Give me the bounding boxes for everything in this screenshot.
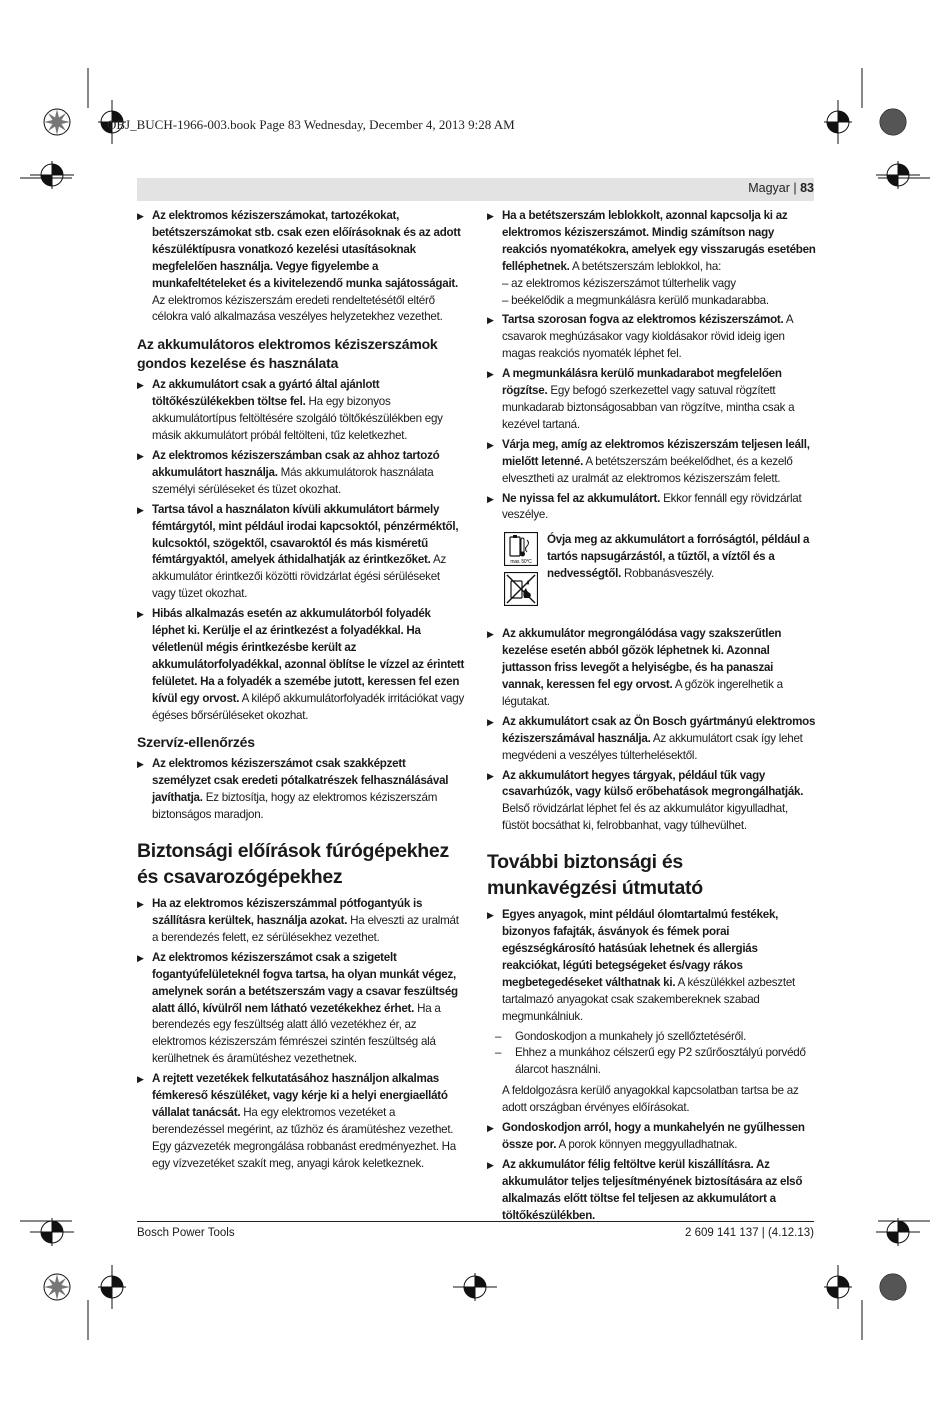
item-text: Ha a berendezés egy feszültség alatt álló vezetékhez ér, az elektromos kéziszerszám fémrészei szintén feszültség alá kerülhetnek és áramütéshez vezethetnek. bbox=[152, 1001, 441, 1066]
list-item bbox=[487, 714, 817, 765]
list-item bbox=[487, 768, 817, 836]
left-column bbox=[137, 208, 465, 1176]
item-bold: Az akkumulátort csak a gyártó által ajánlott töltőkészülékekben töltse fel. bbox=[152, 378, 380, 409]
list-item bbox=[487, 907, 817, 1025]
list-item bbox=[137, 1071, 465, 1172]
dash-marker: – bbox=[495, 1029, 502, 1043]
footer-brand: Bosch Power Tools bbox=[137, 1227, 235, 1239]
item-bold: A rejtett vezetékek felkutatásához használjon alkalmas fémkereső készüléket, vagy kérje ki a helyi energiaellátó vállalat tanácsát. bbox=[152, 1072, 448, 1119]
list-item bbox=[137, 756, 465, 824]
bullet-triangle-icon: ▶ bbox=[487, 716, 494, 727]
item-bold: Ha az elektromos kéziszerszámmal pótfogantyúk is szállításra kerültek, használja azokat. bbox=[152, 897, 423, 927]
bullet-triangle-icon: ▶ bbox=[137, 380, 144, 391]
list-item bbox=[137, 502, 465, 603]
item-text: A betétszerszám leblokkol, ha: bbox=[569, 259, 722, 273]
list-item bbox=[487, 437, 817, 488]
list-item bbox=[487, 1120, 817, 1154]
print-slug: OBJ_BUCH-1966-003.book Page 83 Wednesday, December 4, 2013 9:28 AM bbox=[107, 117, 515, 132]
list-item bbox=[137, 448, 465, 499]
list-item bbox=[487, 626, 817, 711]
bullet-triangle-icon: ▶ bbox=[487, 629, 494, 640]
bullet-triangle-icon: ▶ bbox=[487, 493, 494, 504]
icon-temperature-label: max. 50°C bbox=[510, 559, 532, 566]
bullet-triangle-icon: ▶ bbox=[487, 770, 494, 781]
item-text: A porok könnyen meggyulladhatnak. bbox=[556, 1137, 738, 1151]
item-text: Más akkumulátorok használata személyi sérüléseket és tüzet okozhat. bbox=[152, 465, 434, 496]
item-bold: Az akkumulátor félig feltöltve kerül kiszállításra. Az akkumulátor teljes teljesítményének biztosítására az első alkalmazás előtt töltse fel teljesen az akkumulátort a töltőkészülékben. bbox=[502, 1157, 803, 1222]
item-bold: Az akkumulátor megrongálódása vagy szakszerűtlen kezelése esetén abból gőzök léphetnek ki. Azonnal juttasson friss levegőt a helyiségbe, és ha panaszai vannak, keressen fel egy orvost. bbox=[502, 627, 782, 692]
warning-text bbox=[547, 532, 817, 583]
list-item bbox=[487, 491, 817, 525]
bullet-triangle-icon: ▶ bbox=[137, 504, 144, 515]
page-header bbox=[748, 181, 814, 195]
no-fire-water-icon bbox=[504, 572, 538, 612]
sub-item: – beékelődik a megmunkálásra kerülő munkadarabba. bbox=[502, 293, 769, 307]
item-text: A csavarok meghúzásakor vagy kioldásakor rövid ideig igen magas reakciós nyomaték léphet fel. bbox=[502, 313, 793, 361]
item-text: A készülékkel azbesztet tartalmazó anyagokat csak szakembereknek szabad megmunkálniuk. bbox=[502, 975, 795, 1023]
header-bar bbox=[137, 178, 814, 201]
item-text: Egy befogó szerkezettel vagy satuval rögzített munkadarab biztonságosabban van rögzítve, mintha csak a kezével tartaná. bbox=[502, 384, 795, 431]
bullet-triangle-icon: ▶ bbox=[487, 315, 494, 326]
dash-text: Ehhez a munkához célszerű egy P2 szűrőosztályú porvédő álarcot használni. bbox=[515, 1046, 806, 1077]
item-bold: Tartsa szorosan fogva az elektromos kéziszerszámot. bbox=[502, 313, 784, 327]
item-text: Ha elveszti az uralmát a berendezés felett, ez sérülésekhez vezethet. bbox=[152, 914, 459, 944]
warning-block bbox=[487, 530, 817, 616]
sub-item: – az elektromos kéziszerszámot túlterhelik vagy bbox=[502, 276, 736, 290]
footer-doc-number: 2 609 141 137 | (4.12.13) bbox=[685, 1227, 814, 1239]
dash-item bbox=[487, 1045, 817, 1079]
bullet-triangle-icon: ▶ bbox=[487, 1123, 494, 1134]
bullet-triangle-icon: ▶ bbox=[487, 369, 494, 380]
paragraph: A feldolgozásra kerülő anyagokkal kapcsolatban tartsa be az adott országban érvényes előírásokat. bbox=[502, 1084, 799, 1115]
bullet-triangle-icon: ▶ bbox=[487, 1159, 494, 1170]
bullet-triangle-icon: ▶ bbox=[487, 211, 494, 221]
list-item bbox=[137, 208, 465, 326]
list-item bbox=[137, 377, 465, 445]
header-language: Magyar bbox=[748, 181, 790, 195]
bullet-triangle-icon: ▶ bbox=[137, 609, 144, 620]
dash-marker: – bbox=[495, 1046, 502, 1060]
header-separator: | bbox=[789, 181, 801, 195]
list-item bbox=[487, 312, 817, 363]
list-item bbox=[137, 606, 465, 724]
item-text: A kilépő akkumulátorfolyadék irritációkat vagy égéses bőrsérüléseket okozhat. bbox=[152, 691, 464, 722]
temperature-warning-icon bbox=[504, 532, 538, 572]
list-item bbox=[487, 366, 817, 434]
item-bold: Hibás alkalmazás esetén az akkumulátorból folyadék léphet ki. Kerülje el az érintkezést a folyadékkal. Ha véletlenül mégis érintkezésbe került az akkumulátorfolyadékkal, azonnal öblítse le vízzel az érintett felületet. Ha a folyadék a szemébe jutott, keressen fel ezen kívül egy orvost. bbox=[152, 607, 465, 705]
item-bold: Várja meg, amíg az elektromos kéziszerszám teljesen leáll, mielőtt letenné. bbox=[502, 437, 810, 468]
list-item bbox=[137, 950, 465, 1068]
section-heading: Szervíz-ellenőrzés bbox=[137, 734, 255, 751]
bullet-triangle-icon: ▶ bbox=[487, 910, 494, 921]
item-bold: Ha a betétszerszám leblokkolt, azonnal kapcsolja ki az elektromos kéziszerszámot. Mindig számítson nagy reakciós nyomatékokra, amelyek egy visszarugás esetében felléphetnek. bbox=[502, 209, 816, 273]
item-bold: Ne nyissa fel az akkumulátort. bbox=[502, 491, 661, 505]
item-bold: Az elektromos kéziszerszámot csak a szigetelt fogantyúfelületeknél fogva tartsa, ha olyan munkát végez, amelynek során a betétszerszám vagy a csavar feszültség alatt álló, kívülről nem látható vezetékekhez érhet. bbox=[152, 950, 458, 1015]
item-bold: Egyes anyagok, mint például ólomtartalmú festékek, bizonyos fafajták, ásványok és fémek porai egészségkárosító hatásúak lehetnek és allergiás reakciókat, légúti betegségeket és/vagy rákos megbetegedéseket válthatnak ki. bbox=[502, 908, 779, 989]
section-heading: Az akkumulátoros elektromos kéziszerszámok gondos kezelése és használata bbox=[137, 336, 438, 372]
item-text: Ekkor fennáll egy rövidzárlat veszélye. bbox=[502, 491, 802, 522]
item-text: Ha egy bizonyos akkumulátortípus feltöltésére szolgáló töltőkészülékben egy másik akkumulátort próbál feltölteni, tűz keletkezhet. bbox=[152, 395, 443, 443]
list-item bbox=[487, 1157, 817, 1225]
item-text: Ha egy elektromos vezetéket a berendezéssel megérint, az tűzhöz és áramütéshez vezethet. Egy gázvezeték megrongálása robbanást eredményezhet. Ha egy vízvezetéket szakít meg, anyagi károk keletkeznek. bbox=[152, 1105, 456, 1170]
dash-item bbox=[487, 1029, 817, 1046]
item-bold: A megmunkálásra kerülő munkadarabot megfelelően rögzítse. bbox=[502, 367, 782, 398]
list-item bbox=[137, 896, 465, 947]
list-item bbox=[487, 208, 817, 309]
bullet-triangle-icon: ▶ bbox=[137, 1074, 144, 1085]
item-bold: Az elektromos kéziszerszámokat, tartozékokat, betétszerszámokat stb. csak ezen előírásoknak és az adott készüléktípusra vonatkozó kezelési utasításoknak megfelelően használja. Vegye figyelembe a munkafeltételeket és a kivitelezendő munka sajátosságait. bbox=[152, 209, 461, 290]
item-bold: Az akkumulátort csak az Ön Bosch gyártmányú elektromos kéziszerszámával használja. bbox=[502, 714, 816, 745]
item-text: Az akkumulátort csak így lehet megvédeni a veszélyes túlterhelésektől. bbox=[502, 731, 803, 762]
bullet-triangle-icon: ▶ bbox=[137, 450, 144, 461]
item-text: Belső rövidzárlat léphet fel és az akkumulátor kigyulladhat, füstöt bocsáthat ki, felrobbanhat, vagy túlhevülhet. bbox=[502, 802, 788, 833]
item-bold: Az elektromos kéziszerszámban csak az ahhoz tartozó akkumulátort használja. bbox=[152, 448, 440, 479]
chapter-heading: További biztonsági és munkavégzési útmutató bbox=[487, 851, 703, 900]
footer-rule bbox=[137, 1221, 814, 1222]
right-column bbox=[487, 208, 817, 1228]
bullet-triangle-icon: ▶ bbox=[137, 211, 144, 221]
dash-text: Gondoskodjon a munkahely jó szellőztetéséről. bbox=[515, 1029, 747, 1043]
chapter-heading: Biztonsági előírások fúrógépekhez és csavarozógépekhez bbox=[137, 840, 449, 889]
warning-plain: Robbanásveszély. bbox=[621, 567, 714, 581]
item-text: A betétszerszám beékelődhet, és a kezelő elvesztheti az uralmát az elektromos kéziszerszám felett. bbox=[502, 454, 793, 485]
bullet-triangle-icon: ▶ bbox=[137, 952, 144, 963]
item-text: Ez biztosítja, hogy az elektromos kéziszerszám biztonságos maradjon. bbox=[152, 791, 438, 822]
item-bold: Tartsa távol a használaton kívüli akkumulátort bármely fémtárgytól, mint például irodai kapcsoktól, pénzérméktől, kulcsoktól, szögektől, csavaroktól és más kisméretű fémtárgyaktól, amelyek áthidalhatják az érintkezőket. bbox=[152, 502, 459, 567]
item-text: A gőzök ingerelhetik a légutakat. bbox=[502, 678, 783, 708]
bullet-triangle-icon: ▶ bbox=[487, 439, 494, 450]
item-bold: Az akkumulátort hegyes tárgyak, például tűk vagy csavarhúzók, vagy külső erőbehatások megrongálhatják. bbox=[502, 768, 804, 799]
bullet-triangle-icon: ▶ bbox=[137, 899, 144, 910]
item-text: Az elektromos kéziszerszám eredeti rendeltetésétől eltérő célokra való alkalmazása veszélyes helyzetekhez vezethet. bbox=[152, 293, 443, 324]
item-bold: Gondoskodjon arról, hogy a munkahelyén ne gyűlhessen össze por. bbox=[502, 1121, 805, 1151]
page-number: 83 bbox=[800, 181, 814, 195]
warning-bold: Óvja meg az akkumulátort a forróságtól, például a tartós napsugárzástól, a tűztől, a víztől és a nedvességtől. bbox=[547, 533, 810, 581]
bullet-triangle-icon: ▶ bbox=[137, 759, 144, 770]
item-text: Az akkumulátor érintkezői közötti rövidzárlat égési sérüléseket vagy tüzet okozhat. bbox=[152, 553, 447, 601]
item-bold: Az elektromos kéziszerszámot csak szakképzett személyzet csak eredeti pótalkatrészek felhasználásával javíthatja. bbox=[152, 757, 449, 805]
